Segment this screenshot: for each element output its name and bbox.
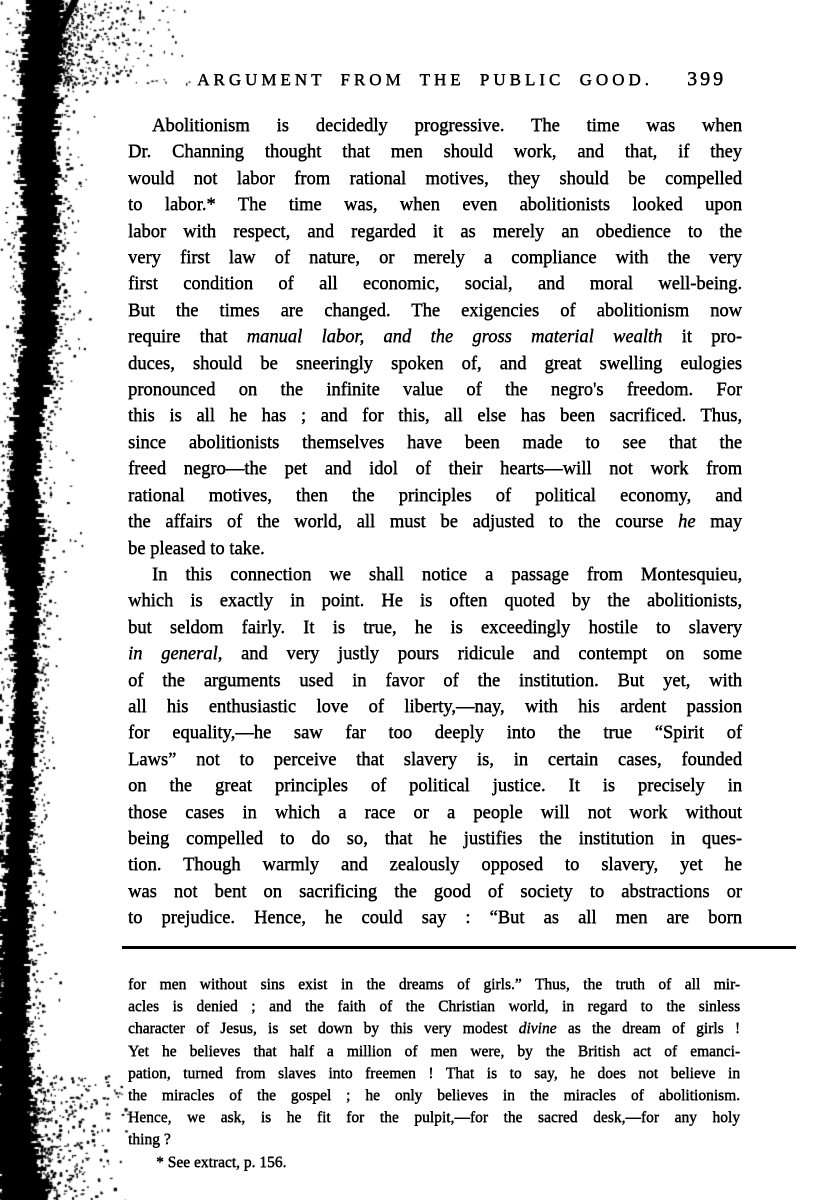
text-line [128, 800, 742, 826]
text-segment: Yet he believes that half a million of men were, by the British act of emanci- [128, 1042, 740, 1060]
text-segment: character of Jesus, is set down by this very modest [128, 1020, 519, 1038]
text-segment: be pleased to take. [128, 538, 265, 559]
text-line [128, 668, 742, 694]
text-line [128, 377, 742, 403]
text-segment: labor with respect, and regarded it as merely an obedience to the [128, 221, 742, 242]
text-line [128, 773, 742, 799]
running-title: ARGUMENT FROM THE PUBLIC GOOD. [197, 70, 653, 89]
text-line [128, 720, 742, 746]
text-segment: of the arguments used in favor of the institution. But yet, with [128, 670, 742, 691]
text-line [128, 536, 742, 562]
text-segment: first condition of all economic, social, and moral well-being. [128, 274, 742, 295]
text-segment: But the times are changed. The exigencies of abolitionism now [128, 300, 742, 321]
text-segment: very first law of nature, or merely a compliance with the very [128, 248, 742, 269]
text-segment: it pro- [662, 327, 742, 348]
text-segment: those cases in which a race or a people will not work without [128, 802, 742, 823]
text-segment: to prejudice. Hence, he could say : “But as all men are born [128, 908, 742, 929]
text-line [128, 430, 742, 456]
text-line [128, 879, 742, 905]
text-segment: was not bent on sacrificing the good of society to abstractions or [128, 881, 742, 902]
text-line [128, 298, 742, 324]
italic-text: in general [128, 644, 218, 665]
text-line [128, 588, 742, 614]
text-segment: Hence, we ask, is he fit for the pulpit,—for the sacred desk,—for any holy [128, 1109, 740, 1127]
text-segment: this is all he has ; and for this, all else has been sacrificed. Thus, [128, 406, 742, 427]
text-line [128, 113, 742, 139]
text-line [128, 905, 742, 931]
text-segment: on the great principles of political justice. It is precisely in [128, 776, 742, 797]
text-segment: pronounced on the infinite value of the negro's freedom. For [128, 380, 742, 401]
paragraph [128, 113, 742, 562]
text-segment: Laws” not to perceive that slavery is, in certain cases, founded [128, 749, 742, 770]
text-segment: but seldom fairly. It is true, he is exceedingly hostile to slavery [128, 617, 742, 638]
text-segment: all his enthusiastic love of liberty,—nay, with his ardent passion [128, 696, 742, 717]
text-segment: may [695, 512, 742, 533]
text-segment: acles is denied ; and the faith of the Christian world, in regard to the sinless [128, 998, 740, 1016]
text-segment: , and very justly pours ridicule and contempt on some [217, 644, 742, 665]
footnote-marker-line: * See extract, p. 156. [156, 1153, 287, 1171]
footnote-line [128, 1018, 740, 1040]
text-line [128, 166, 742, 192]
text-segment: tion. Though warmly and zealously opposed to slavery, yet he [128, 855, 742, 876]
text-line [128, 245, 742, 271]
italic-text: manual labor, and the gross material wealth [246, 327, 663, 348]
text-segment: since abolitionists themselves have been made to see that the [128, 432, 742, 453]
text-segment: for equality,—he saw far too deeply into the true “Spirit of [128, 723, 742, 744]
footnote-line [128, 1129, 740, 1151]
text-line [128, 351, 742, 377]
text-line [128, 615, 742, 641]
text-line [128, 139, 742, 165]
text-line [128, 456, 742, 482]
footnote-line [128, 996, 740, 1018]
text-segment: Abolitionism is decidedly progressive. The time was when [152, 116, 742, 136]
text-segment: as the dream of girls ! [556, 1020, 740, 1038]
text-segment: rational motives, then the principles of political economy, and [128, 485, 742, 506]
text-segment: would not labor from rational motives, they should be compelled [128, 168, 742, 189]
footnote-line [128, 1041, 740, 1063]
italic-text: he [678, 512, 696, 533]
paragraph [128, 562, 742, 932]
text-line [128, 219, 742, 245]
text-line [128, 509, 742, 535]
footnote-line [128, 974, 740, 996]
text-line [128, 694, 742, 720]
text-segment: to labor.* The time was, when even abolitionists looked upon [128, 195, 742, 216]
footnote-line [128, 1107, 740, 1129]
text-segment: being compelled to do so, that he justifies the institution in ques- [128, 828, 742, 849]
italic-text: divine [518, 1020, 557, 1038]
body-paragraphs [128, 113, 742, 932]
text-segment: the affairs of the world, all must be adjusted to the course [128, 512, 679, 533]
text-line [128, 192, 742, 218]
text-line [128, 324, 742, 350]
text-line [128, 483, 742, 509]
text-segment: which is exactly in point. He is often quoted by the abolitionists, [128, 591, 742, 612]
page-header [128, 70, 742, 96]
footnote-line [128, 1085, 740, 1107]
footnote-separator-rule [122, 946, 796, 949]
text-segment: the miracles of the gospel ; he only believes in the miracles of abolitionism. [128, 1087, 740, 1105]
footnote-line [128, 1063, 740, 1085]
text-line [128, 747, 742, 773]
page-number: 399 [687, 68, 726, 90]
text-line [128, 271, 742, 297]
text-line [128, 641, 742, 667]
text-segment: In this connection we shall notice a passage from Montesquieu, [152, 564, 742, 585]
text-segment: for men without sins exist in the dreams of girls.” Thus, the truth of all mir- [128, 976, 740, 993]
text-segment: duces, should be sneeringly spoken of, and great swelling eulogies [128, 353, 742, 374]
text-line [128, 826, 742, 852]
text-segment: require that [128, 327, 247, 348]
text-line [128, 403, 742, 429]
text-segment: Dr. Channing thought that men should work, and that, if they [128, 142, 742, 163]
text-line [128, 562, 742, 588]
text-segment: pation, turned from slaves into freemen ! That is to say, he does not believe in [128, 1064, 740, 1082]
text-segment: thing ? [128, 1131, 171, 1149]
text-line [128, 852, 742, 878]
footnote-block [128, 974, 740, 1174]
text-segment: freed negro—the pet and idol of their hearts—will not work from [128, 459, 742, 480]
